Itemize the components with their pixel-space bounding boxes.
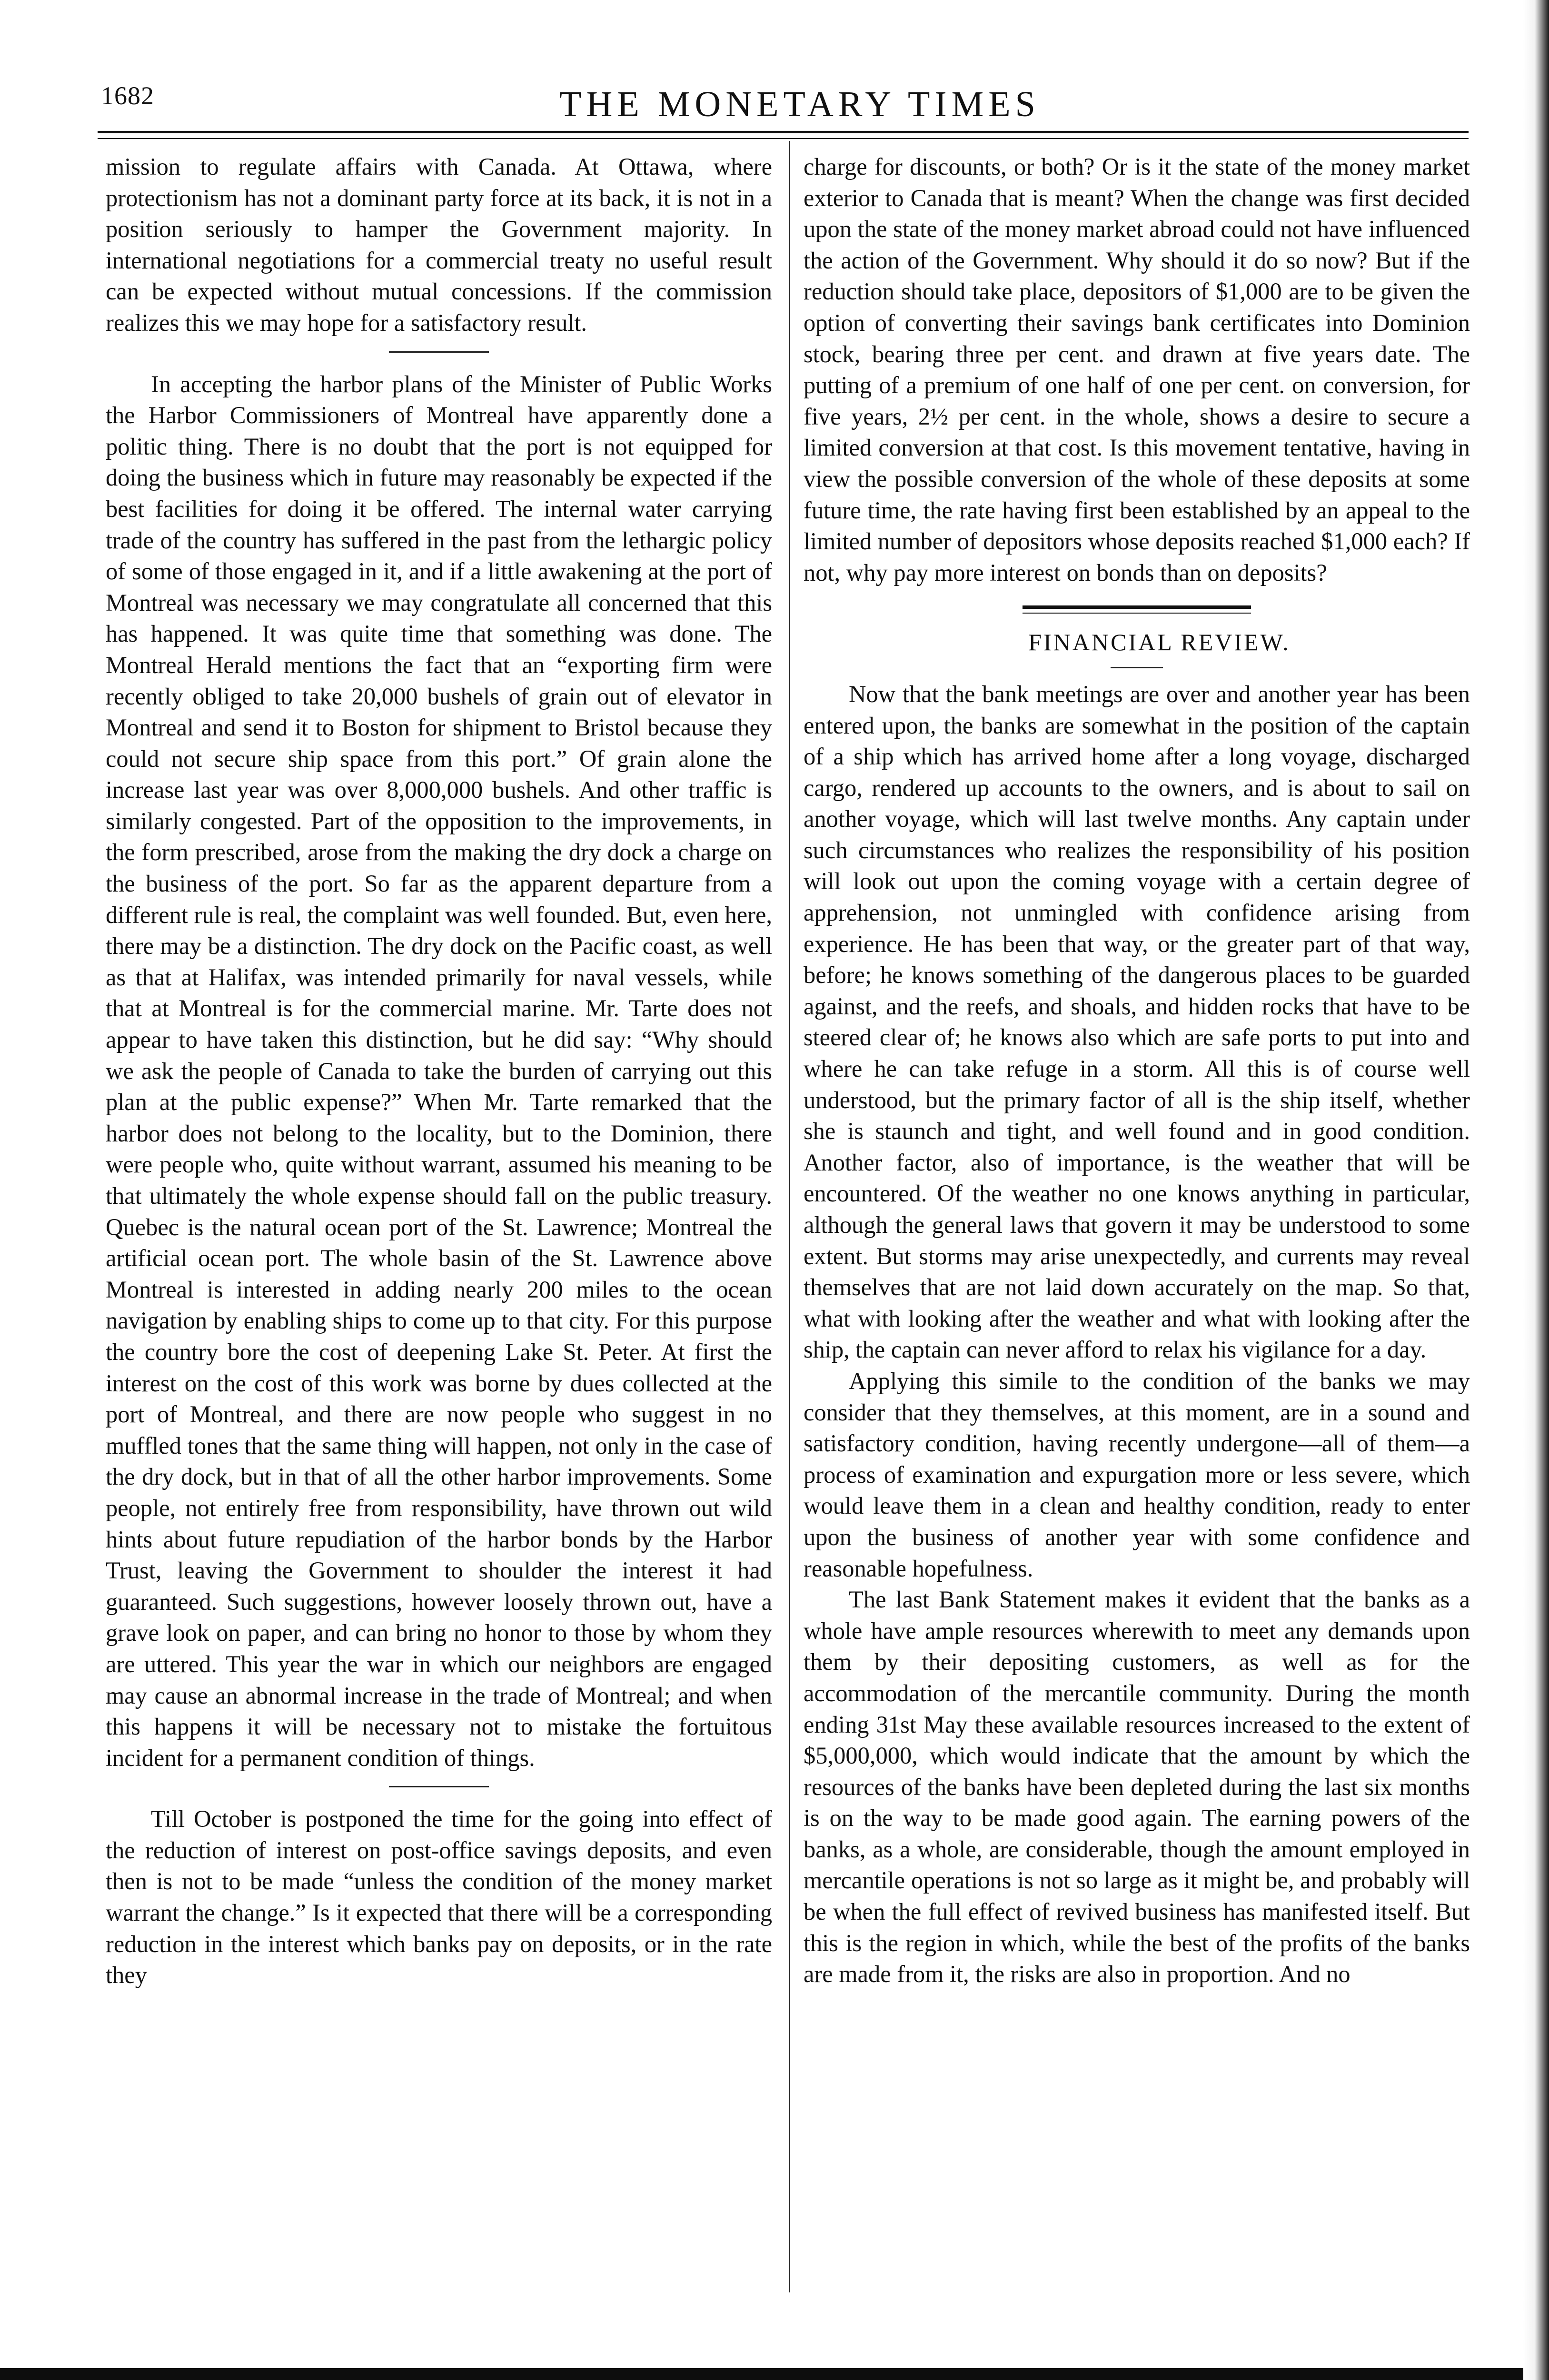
right-column [804, 151, 1470, 1990]
heading-sub-rule [1111, 667, 1163, 668]
header-rule [98, 131, 1469, 133]
left-column [106, 151, 772, 1991]
separator-rule [389, 1786, 489, 1787]
heading-rule [1023, 605, 1251, 609]
paragraph: Till October is postponed the time for the going into effect of the reduction of interest on post-office savings deposits, and even then is not to be made “unless the condition of the money market warrant the change.” Is it expected that there will be a corresponding reduction in the interest which banks pay on deposits, or in the rate they [106, 1805, 772, 1989]
paragraph: charge for discounts, or both? Or is it the state of the money market exterior to Canada that is meant? When the change was first decided upon the state of the money market abroad could not have influenced the action of the Government. Why should it do so now? But if the reduction should take place, depositors of $1,000 are to be given the option of converting their savings bank certificates into Dominion stock, bearing three per cent. and drawn at five years date. The putting of a premium of one half of one per cent. on conversion, for five years, 2½ per cent. in the whole, shows a desire to secure a limited conversion at that cost. Is this movement tentative, having in view the possible conversion of the whole of these deposits at some future time, the rate having first been established by an appeal to the limited number of depositors whose deposits reached $1,000 each? If not, why pay more interest on bonds than on deposits? [804, 153, 1470, 586]
scan-bottom-edge [0, 2368, 1549, 2380]
column-divider [789, 141, 790, 2292]
section-heading: FINANCIAL REVIEW. [1028, 629, 1291, 656]
heading-rule-thin [1023, 613, 1251, 614]
paragraph: Applying this simile to the condition of the banks we may consider that they themselves, at this moment, are in a sound and satisfactory condition, having recently undergone—all of them—a process of examination and expurgation more or less severe, which would leave them in a clean and healthy condition, ready to enter upon the business of another year with some confidence and reasonable hopefulness. [804, 1367, 1470, 1582]
separator-rule [389, 351, 489, 353]
scan-right-edge [1523, 0, 1549, 2380]
paragraph: The last Bank Statement makes it evident that the banks as a whole have ample resources wherewith to meet any demands upon them by their depositing customers, as well as for the accommodation of the mercantile community. During the month ending 31st May these available resources increased to the extent of $5,000,000, which would indicate that the amount by which the resources of the banks have been depleted during the last six months is on the way to be made good again. The earning powers of the banks, as a whole, are considerable, though the amount employed in mercantile operations is not so large as it might be, and probably will be when the full effect of revived business has manifested itself. But this is the region in which, while the best of the profits of the banks are made from it, the risks are also in proportion. And no [804, 1586, 1470, 1988]
paragraph: In accepting the harbor plans of the Minister of Public Works the Harbor Commissioners of Montreal have apparently done a politic thing. There is no doubt that the port is not equipped for doing the business which in future may reasonably be expected if the best facilities for doing it be offered. The internal water carrying trade of the country has suffered in the past from the lethargic policy of some of those engaged in it, and if a little awakening at the port of Montreal was necessary we may congratulate all concerned that this has happened. It was quite time that something was done. The Montreal Herald mentions the fact that an “exporting firm were recently obliged to take 20,000 bushels of grain out of elevator in Montreal and send it to Boston for shipment to Bristol because they could not secure ship space from this port.” Of grain alone the increase last year was over 8,000,000 bushels. And other traffic is similarly congested. Part of the opposition to the improvements, in the form prescribed, arose from the making the dry dock a charge on the business of the port. So far as the apparent departure from a different rule is real, the complaint was well founded. But, even here, there may be a distinction. The dry dock on the Pacific coast, as well as that at Halifax, was intended primarily for naval vessels, while that at Montreal is for the commercial marine. Mr. Tarte does not appear to have taken this distinction, but he did say: “Why should we ask the people of Canada to take the burden of carrying out this plan at the public expense?” When Mr. Tarte remarked that the harbor does not belong to the locality, but to the Dominion, there were people who, quite without warrant, assumed his meaning to be that ultimately the whole expense should fall on the public treasury. Quebec is the natural ocean port of the St. Lawrence; Montreal the artificial ocean port. The whole basin of the St. Lawrence above Montreal is interested in adding nearly 200 miles to the ocean navigation by enabling ships to come up to that city. For this purpose the country bore the cost of deepening Lake St. Peter. At first the interest on the cost of this work was borne by dues collected at the port of Montreal, and there are now people who suggest in no muffled tones that the same thing will happen, not only in the case of the dry dock, but in that of all the other harbor improvements. Some people, not entirely free from responsibility, have thrown out wild hints about future repudiation of the harbor bonds by the Harbor Trust, leaving the Government to shoulder the interest it had guaranteed. Such suggestions, however loosely thrown out, have a grave look on paper, and can bring no honor to those by whom they are uttered. This year the war in which our neighbors are engaged may cause an abnormal increase in the trade of Montreal; and when this happens it will be necessary not to mistake the fortuitous incident for a permanent condition of things. [106, 370, 772, 1771]
paragraph: mission to regulate affairs with Canada. At Ottawa, where protectionism has not a dominant party force at its back, it is not in a position seriously to hamper the Government majority. In international negotiations for a commercial treaty no useful result can be expected without mutual concessions. If the commission realizes this we may hope for a satisfactory result. [106, 153, 772, 336]
paragraph: Now that the bank meetings are over and another year has been entered upon, the banks are somewhat in the position of the captain of a ship which has arrived home after a long voyage, discharged cargo, rendered up accounts to the owners, and is about to sail on another voyage, which will last twelve months. Any captain under such circumstances who realizes the responsibility of his position will look out upon the coming voyage with a certain degree of apprehension, not unmingled with confidence arising from experience. He has been that way, or the greater part of that way, before; he knows something of the dangerous places to be guarded against, and the reefs, and shoals, and hidden rocks that have to be steered clear of; he knows also which are safe ports to put into and where he can take refuge in a storm. All this is of course well understood, but the primary factor of all is the ship itself, whether she is staunch and tight, and well found and in good condition. Another factor, also of importance, is the weather that will be encountered. Of the weather no one knows anything in particular, although the general laws that govern it may be understood to some extent. But storms may arise unexpectedly, and currents may reveal themselves that are not laid down accurately on the map. So that, what with looking after the weather and what with looking after the ship, the captain can never afford to relax his vigilance for a day. [804, 680, 1470, 1363]
header-rule-thin [98, 138, 1469, 139]
page-number: 1682 [101, 81, 154, 110]
masthead: THE MONETARY TIMES [559, 84, 1040, 124]
